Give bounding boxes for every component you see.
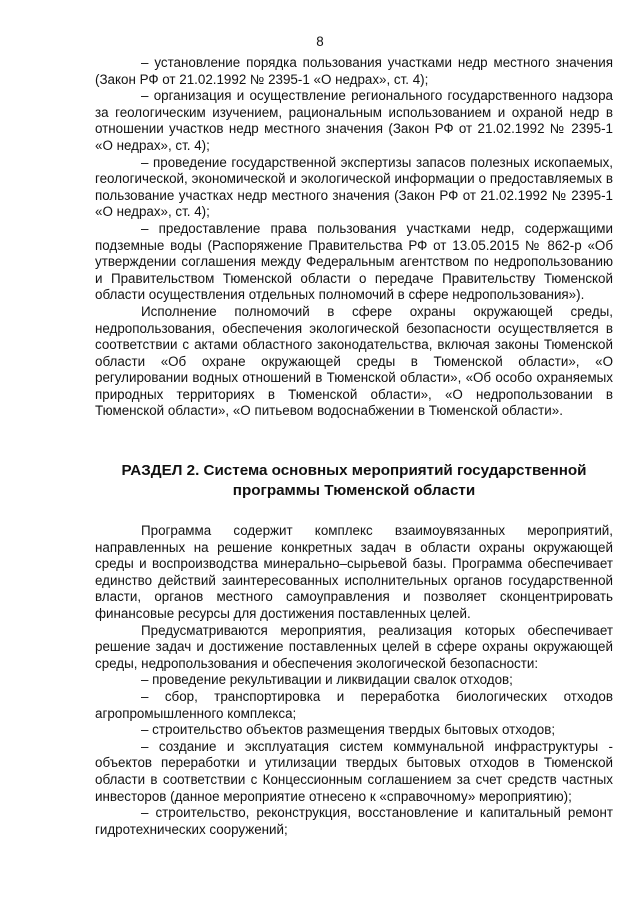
paragraph: Предусматриваются мероприятия, реализация которых обеспечивает решение задач и достижение поставленных целей в сфере охраны окружающей среды, недропользования и обеспечения экологической безопасности: (95, 622, 613, 671)
section-heading (95, 461, 613, 501)
paragraph: Исполнение полномочий в сфере охраны окружающей среды, недропользования, обеспечения экологической безопасности осуществляется в соответствии с актами областного законодательства, включая законы Тюменской области «Об охране окружающей среды в Тюменской области», «О регулировании водных отношений в Тюменской области», «Об особо охраняемых природных территориях в Тюменской области», «О недропользовании в Тюменской области», «О питьевом водоснабжении в Тюменской области». (95, 303, 613, 419)
top-text-block (95, 55, 613, 420)
list-item: – строительство объектов размещения твердых бытовых отходов; (141, 722, 556, 738)
paragraph: Программа содержит комплекс взаимоувязанных мероприятий, направленных на решение конкретных задач в области охраны окружающей среды и воспроизводства минерально–сырьевой базы. Программа обеспечивает единство действий заинтересованных исполнительных органов государственной власти, органов местного самоуправления и позволяет сконцентрировать финансовые ресурсы для достижения поставленных целей. (95, 523, 613, 621)
list-item: – проведение рекультивации и ликвидации свалок отходов; (141, 672, 513, 688)
list-item: – организация и осуществление регионального государственного надзора за геологическим изучением, рациональным использованием и охраной недр в отношении участков недр местного значения (Закон РФ от 21.02.1992 № 2395-1 «О недрах», ст. 4); (95, 88, 613, 153)
list-item: – предоставление права пользования участками недр, содержащими подземные воды (Распоряжение Правительства РФ от 13.05.2015 № 862-р «Об утверждении соглашения между Федеральным агентством по недропользованию и Правительством Тюменской области о передаче Правительству Тюменской области осуществления отдельных полномочий в сфере недропользования»). (95, 220, 613, 303)
list-item: – установление порядка пользования участками недр местного значения (Закон РФ от 21.02.1992 № 2395-1 «О недрах», ст. 4); (95, 55, 613, 87)
list-item: – проведение государственной экспертизы запасов полезных ископаемых, геологической, экономической и экологической информации о предоставляемых в пользование участках недр местного значения (Закон РФ от 21.02.1992 № 2395-1 «О недрах», ст. 4); (95, 154, 613, 220)
list-item: – создание и эксплуатация систем коммунальной инфраструктуры - объектов переработки и утилизации твердых бытовых отходов в Тюменской области в соответствии с Концессионным соглашением за счет средств частных инвесторов (данное мероприятие отнесено к «справочному» мероприятию); (95, 738, 613, 804)
section-heading-line: РАЗДЕЛ 2. Система основных мероприятий государственной (121, 462, 587, 479)
list-item: – сбор, транспортировка и переработка биологических отходов агропромышленного комплекса; (95, 688, 613, 721)
section-heading-line: программы Тюменской области (232, 482, 476, 499)
page-number: 8 (316, 34, 324, 49)
list-item: – строительство, реконструкция, восстановление и капитальный ремонт гидротехнических сооружений; (95, 805, 613, 837)
bottom-text-block (95, 523, 613, 838)
